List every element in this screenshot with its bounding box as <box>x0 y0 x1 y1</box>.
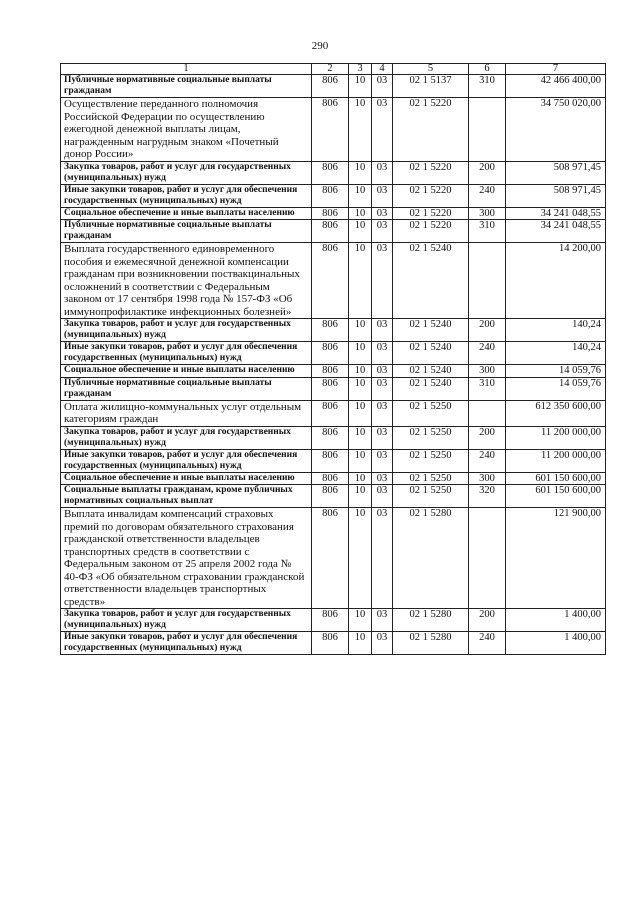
amount-cell: 14 059,76 <box>506 365 606 378</box>
amount-cell: 42 466 400,00 <box>506 75 606 98</box>
table-row <box>61 319 606 342</box>
target-article-cell: 02 1 5220 <box>393 184 469 207</box>
admin-code-cell: 806 <box>312 508 349 609</box>
subsection-code-cell: 03 <box>372 377 393 400</box>
table-header <box>61 64 606 75</box>
amount-cell: 601 150 600,00 <box>506 485 606 508</box>
section-code-cell: 10 <box>349 161 372 184</box>
subsection-code-cell: 03 <box>372 609 393 632</box>
expense-type-cell <box>469 243 506 319</box>
row-name-cell: Закупка товаров, работ и услуг для государственных (муниципальных) нужд <box>61 609 312 632</box>
amount-cell: 14 200,00 <box>506 243 606 319</box>
page-number: 290 <box>311 40 329 52</box>
row-name-cell: Публичные нормативные социальные выплаты гражданам <box>61 220 312 243</box>
table-row <box>61 220 606 243</box>
row-name-cell: Закупка товаров, работ и услуг для государственных (муниципальных) нужд <box>61 319 312 342</box>
subsection-code-cell: 03 <box>372 207 393 220</box>
subsection-code-cell: 03 <box>372 342 393 365</box>
amount-cell: 34 750 020,00 <box>506 98 606 162</box>
subsection-code-cell: 03 <box>372 75 393 98</box>
subsection-code-cell: 03 <box>372 161 393 184</box>
section-code-cell: 10 <box>349 184 372 207</box>
target-article-cell: 02 1 5280 <box>393 632 469 655</box>
expense-type-cell: 300 <box>469 472 506 485</box>
target-article-cell: 02 1 5240 <box>393 365 469 378</box>
admin-code-cell: 806 <box>312 207 349 220</box>
expense-type-cell: 200 <box>469 426 506 449</box>
table-row <box>61 472 606 485</box>
section-code-cell: 10 <box>349 632 372 655</box>
expense-type-cell <box>469 508 506 609</box>
target-article-cell: 02 1 5220 <box>393 220 469 243</box>
row-name-cell: Закупка товаров, работ и услуг для государственных (муниципальных) нужд <box>61 426 312 449</box>
row-name-cell: Оплата жилищно-коммунальных услуг отдельным категориям граждан <box>61 400 312 426</box>
column-header-6: 6 <box>469 64 506 75</box>
subsection-code-cell: 03 <box>372 485 393 508</box>
expense-type-cell: 310 <box>469 75 506 98</box>
section-code-cell: 10 <box>349 75 372 98</box>
section-code-cell: 10 <box>349 609 372 632</box>
amount-cell: 11 200 000,00 <box>506 449 606 472</box>
admin-code-cell: 806 <box>312 220 349 243</box>
admin-code-cell: 806 <box>312 342 349 365</box>
section-code-cell: 10 <box>349 377 372 400</box>
target-article-cell: 02 1 5240 <box>393 377 469 400</box>
admin-code-cell: 806 <box>312 243 349 319</box>
subsection-code-cell: 03 <box>372 365 393 378</box>
admin-code-cell: 806 <box>312 98 349 162</box>
admin-code-cell: 806 <box>312 365 349 378</box>
expense-type-cell: 300 <box>469 207 506 220</box>
section-code-cell: 10 <box>349 365 372 378</box>
admin-code-cell: 806 <box>312 472 349 485</box>
column-header-2: 2 <box>312 64 349 75</box>
target-article-cell: 02 1 5250 <box>393 449 469 472</box>
table-row <box>61 365 606 378</box>
admin-code-cell: 806 <box>312 426 349 449</box>
expense-type-cell: 200 <box>469 609 506 632</box>
amount-cell: 508 971,45 <box>506 161 606 184</box>
subsection-code-cell: 03 <box>372 184 393 207</box>
subsection-code-cell: 03 <box>372 220 393 243</box>
row-name-cell: Публичные нормативные социальные выплаты гражданам <box>61 377 312 400</box>
table-row <box>61 207 606 220</box>
section-code-cell: 10 <box>349 243 372 319</box>
admin-code-cell: 806 <box>312 377 349 400</box>
row-name-cell: Социальное обеспечение и иные выплаты населению <box>61 365 312 378</box>
row-name-cell: Иные закупки товаров, работ и услуг для обеспечения государственных (муниципальных) нужд <box>61 184 312 207</box>
admin-code-cell: 806 <box>312 400 349 426</box>
amount-cell: 612 350 600,00 <box>506 400 606 426</box>
target-article-cell: 02 1 5250 <box>393 426 469 449</box>
column-header-4: 4 <box>372 64 393 75</box>
expense-type-cell: 320 <box>469 485 506 508</box>
section-code-cell: 10 <box>349 472 372 485</box>
target-article-cell: 02 1 5137 <box>393 75 469 98</box>
expense-type-cell <box>469 400 506 426</box>
subsection-code-cell: 03 <box>372 426 393 449</box>
subsection-code-cell: 03 <box>372 449 393 472</box>
target-article-cell: 02 1 5280 <box>393 508 469 609</box>
amount-cell: 508 971,45 <box>506 184 606 207</box>
budget-table <box>60 63 606 655</box>
subsection-code-cell: 03 <box>372 508 393 609</box>
table-row <box>61 609 606 632</box>
admin-code-cell: 806 <box>312 632 349 655</box>
row-name-cell: Иные закупки товаров, работ и услуг для обеспечения государственных (муниципальных) нужд <box>61 632 312 655</box>
section-code-cell: 10 <box>349 485 372 508</box>
subsection-code-cell: 03 <box>372 400 393 426</box>
expense-type-cell: 240 <box>469 184 506 207</box>
expense-type-cell: 310 <box>469 377 506 400</box>
admin-code-cell: 806 <box>312 75 349 98</box>
admin-code-cell: 806 <box>312 609 349 632</box>
row-name-cell: Социальные выплаты гражданам, кроме публичных нормативных социальных выплат <box>61 485 312 508</box>
amount-cell: 1 400,00 <box>506 609 606 632</box>
column-header-3: 3 <box>349 64 372 75</box>
table-row <box>61 98 606 162</box>
column-header-1: 1 <box>61 64 312 75</box>
expense-type-cell: 240 <box>469 342 506 365</box>
table-row <box>61 632 606 655</box>
table-body <box>61 75 606 655</box>
target-article-cell: 02 1 5250 <box>393 472 469 485</box>
table-row <box>61 400 606 426</box>
subsection-code-cell: 03 <box>372 319 393 342</box>
section-code-cell: 10 <box>349 449 372 472</box>
amount-cell: 140,24 <box>506 319 606 342</box>
table-row <box>61 184 606 207</box>
amount-cell: 11 200 000,00 <box>506 426 606 449</box>
section-code-cell: 10 <box>349 426 372 449</box>
subsection-code-cell: 03 <box>372 98 393 162</box>
amount-cell: 601 150 600,00 <box>506 472 606 485</box>
expense-type-cell: 240 <box>469 449 506 472</box>
target-article-cell: 02 1 5220 <box>393 98 469 162</box>
table-row <box>61 243 606 319</box>
target-article-cell: 02 1 5220 <box>393 161 469 184</box>
table-row <box>61 449 606 472</box>
amount-cell: 1 400,00 <box>506 632 606 655</box>
expense-type-cell: 310 <box>469 220 506 243</box>
row-name-cell: Выплата государственного единовременного пособия и ежемесячной денежной компенсации гражданам при возникновении поствакцинальных осложнений в соответствии с Федеральным законом от 17 сентября 1998 года № 157-ФЗ «Об иммунопрофилактике инфекционных болезней» <box>61 243 312 319</box>
expense-type-cell: 200 <box>469 161 506 184</box>
amount-cell: 34 241 048,55 <box>506 220 606 243</box>
target-article-cell: 02 1 5220 <box>393 207 469 220</box>
admin-code-cell: 806 <box>312 319 349 342</box>
admin-code-cell: 806 <box>312 485 349 508</box>
amount-cell: 14 059,76 <box>506 377 606 400</box>
row-name-cell: Социальное обеспечение и иные выплаты населению <box>61 207 312 220</box>
subsection-code-cell: 03 <box>372 632 393 655</box>
subsection-code-cell: 03 <box>372 472 393 485</box>
target-article-cell: 02 1 5280 <box>393 609 469 632</box>
expense-type-cell: 200 <box>469 319 506 342</box>
section-code-cell: 10 <box>349 319 372 342</box>
amount-cell: 121 900,00 <box>506 508 606 609</box>
table-row <box>61 508 606 609</box>
expense-type-cell: 240 <box>469 632 506 655</box>
subsection-code-cell: 03 <box>372 243 393 319</box>
section-code-cell: 10 <box>349 400 372 426</box>
row-name-cell: Иные закупки товаров, работ и услуг для обеспечения государственных (муниципальных) нужд <box>61 342 312 365</box>
section-code-cell: 10 <box>349 220 372 243</box>
header-row <box>61 64 606 75</box>
target-article-cell: 02 1 5250 <box>393 485 469 508</box>
row-name-cell: Выплата инвалидам компенсаций страховых премий по договорам обязательного страхования гражданской ответственности владельцев транспортных средств в соответствии с Федеральным законом от 25 апреля 2002 года № 40-ФЗ «Об обязательном страховании гражданской ответственности владельцев транспортных средств» <box>61 508 312 609</box>
target-article-cell: 02 1 5240 <box>393 342 469 365</box>
row-name-cell: Иные закупки товаров, работ и услуг для обеспечения государственных (муниципальных) нужд <box>61 449 312 472</box>
amount-cell: 140,24 <box>506 342 606 365</box>
table-row <box>61 161 606 184</box>
expense-type-cell: 300 <box>469 365 506 378</box>
admin-code-cell: 806 <box>312 184 349 207</box>
column-header-5: 5 <box>393 64 469 75</box>
admin-code-cell: 806 <box>312 161 349 184</box>
expense-type-cell <box>469 98 506 162</box>
row-name-cell: Публичные нормативные социальные выплаты гражданам <box>61 75 312 98</box>
amount-cell: 34 241 048,55 <box>506 207 606 220</box>
table-row <box>61 377 606 400</box>
section-code-cell: 10 <box>349 508 372 609</box>
table-row <box>61 75 606 98</box>
table-row <box>61 426 606 449</box>
table-row <box>61 342 606 365</box>
section-code-cell: 10 <box>349 342 372 365</box>
row-name-cell: Осуществление переданного полномочия Российской Федерации по осуществлению ежегодной денежной выплаты лицам, награжденным нагрудным знаком «Почетный донор России» <box>61 98 312 162</box>
target-article-cell: 02 1 5240 <box>393 243 469 319</box>
row-name-cell: Социальное обеспечение и иные выплаты населению <box>61 472 312 485</box>
target-article-cell: 02 1 5240 <box>393 319 469 342</box>
target-article-cell: 02 1 5250 <box>393 400 469 426</box>
column-header-7: 7 <box>506 64 606 75</box>
section-code-cell: 10 <box>349 98 372 162</box>
admin-code-cell: 806 <box>312 449 349 472</box>
row-name-cell: Закупка товаров, работ и услуг для государственных (муниципальных) нужд <box>61 161 312 184</box>
section-code-cell: 10 <box>349 207 372 220</box>
table-row <box>61 485 606 508</box>
